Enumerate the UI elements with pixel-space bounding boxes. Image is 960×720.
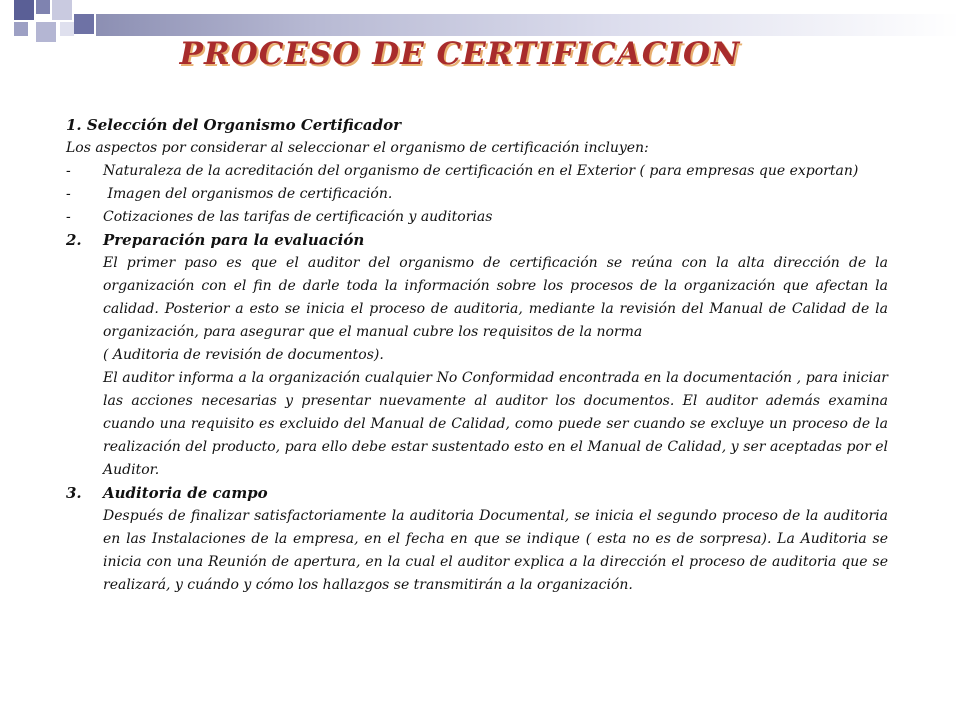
section-2-paragraph: El primer paso es que el auditor del organismo de certificación se reúna con la alta dirección de la organización con el fin de darle toda la información sobre los procesos de la organización que afectan la calidad. Posterior a esto se inicia el proceso de auditoria, mediante la revisión del Manual de Calidad de la organización, para asegurar que el manual cubre los requisitos de la norma [103, 255, 888, 340]
list-item [66, 183, 888, 206]
bullet-dash: - [66, 209, 71, 225]
list-item-text: Cotizaciones de las tarifas de certificación y auditorias [103, 209, 493, 225]
decor-top-bar [96, 14, 960, 36]
section-3-heading: Auditoria de campo [103, 484, 268, 502]
list-item [66, 206, 888, 229]
section-1-heading: 1. Selección del Organismo Certificador [66, 116, 402, 134]
decor-square [52, 0, 72, 20]
decor-square [14, 0, 34, 20]
section-1-intro: Los aspectos por considerar al seleccionar el organismo de certificación incluyen: [66, 140, 649, 156]
list-item [66, 160, 888, 183]
decor-square [60, 22, 74, 36]
list-item-text: Naturaleza de la acreditación del organismo de certificación en el Exterior ( para empresas que exportan) [103, 163, 859, 179]
section-2-number: 2. [66, 231, 82, 249]
document-body [66, 114, 888, 597]
section-2-paragraph: El auditor informa a la organización cualquier No Conformidad encontrada en la documentación , para iniciar las acciones necesarias y presentar nuevamente al auditor los documentos. El auditor además examina cuando una requisito es excluido del Manual de Calidad, como puede ser cuando se excluye un proceso de la realización del producto, para ello debe estar sustentado esto en el Manual de Calidad, y ser aceptadas por el Auditor. [103, 370, 888, 478]
decor-square [36, 0, 50, 14]
section-3-heading-row [66, 482, 888, 505]
section-3-paragraph: Después de finalizar satisfactoriamente la auditoria Documental, se inicia el segundo proceso de la auditoria en las Instalaciones de la empresa, en el fecha en que se indique ( esta no es de sorpresa). La Auditoria se inicia con una Reunión de apertura, en la cual el auditor explica a la dirección el proceso de auditoria que se realizará, y cuándo y cómo los hallazgos se transmitirán a la organización. [103, 508, 888, 593]
section-2-heading: Preparación para la evaluación [103, 231, 365, 249]
bullet-dash: - [66, 163, 71, 179]
decor-square [74, 14, 94, 34]
bullet-dash: - [66, 186, 71, 202]
section-2-heading-row [66, 229, 888, 252]
page-title: PROCESO DE CERTIFICACION [179, 36, 741, 72]
section-3-number: 3. [66, 484, 82, 502]
decor-square [14, 22, 28, 36]
list-item-text: Imagen del organismos de certificación. [103, 186, 393, 202]
section-2-note: ( Auditoria de revisión de documentos). [103, 347, 384, 363]
